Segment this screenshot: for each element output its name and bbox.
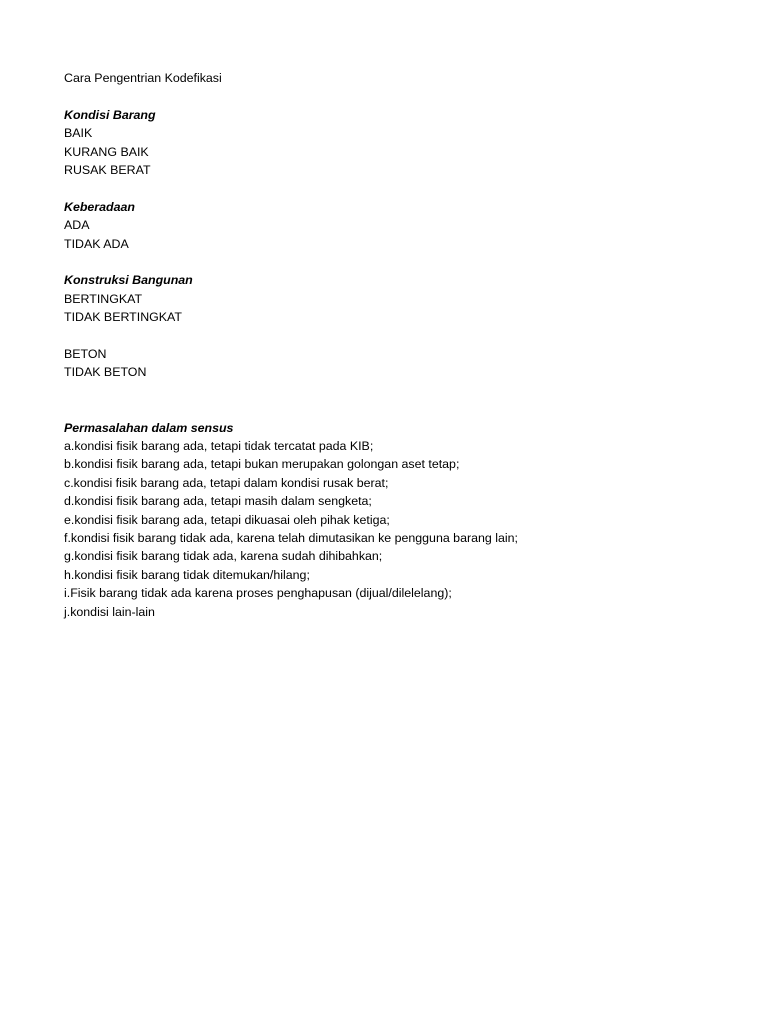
list-item: h.kondisi fisik barang tidak ditemukan/hilang; bbox=[64, 567, 310, 582]
list-item: TIDAK ADA bbox=[64, 236, 129, 251]
list-item: i.Fisik barang tidak ada karena proses penghapusan (dijual/dilelelang); bbox=[64, 586, 452, 601]
list-item: d.kondisi fisik barang ada, tetapi masih dalam sengketa; bbox=[64, 494, 372, 509]
list-item: e.kondisi fisik barang ada, tetapi dikuasai oleh pihak ketiga; bbox=[64, 512, 390, 527]
list-item: f.kondisi fisik barang tidak ada, karena telah dimutasikan ke pengguna barang lain; bbox=[64, 531, 518, 546]
list-item: KURANG BAIK bbox=[64, 144, 149, 159]
section-heading-konstruksi: Konstruksi Bangunan bbox=[64, 273, 193, 288]
list-item: TIDAK BETON bbox=[64, 365, 147, 380]
list-item: RUSAK BERAT bbox=[64, 163, 151, 178]
document-title: Cara Pengentrian Kodefikasi bbox=[64, 71, 222, 85]
spacer bbox=[64, 87, 744, 105]
list-item: BAIK bbox=[64, 126, 93, 141]
document-page bbox=[64, 69, 744, 621]
section-heading-keberadaan: Keberadaan bbox=[64, 199, 135, 214]
section-heading-permasalahan: Permasalahan dalam sensus bbox=[64, 420, 234, 435]
list-item: b.kondisi fisik barang ada, tetapi bukan merupakan golongan aset tetap; bbox=[64, 457, 460, 472]
spacer bbox=[64, 179, 744, 197]
spacer bbox=[64, 382, 744, 400]
list-item: ADA bbox=[64, 218, 90, 233]
list-item: BERTINGKAT bbox=[64, 291, 143, 306]
list-item: BETON bbox=[64, 347, 107, 362]
list-item: j.kondisi lain-lain bbox=[64, 604, 155, 619]
section-heading-kondisi: Kondisi Barang bbox=[64, 107, 156, 122]
spacer bbox=[64, 253, 744, 271]
list-item: a.kondisi fisik barang ada, tetapi tidak tercatat pada KIB; bbox=[64, 439, 374, 454]
list-item: TIDAK BERTINGKAT bbox=[64, 310, 182, 325]
spacer bbox=[64, 400, 744, 418]
list-item: c.kondisi fisik barang ada, tetapi dalam kondisi rusak berat; bbox=[64, 475, 389, 490]
spacer bbox=[64, 327, 744, 345]
list-item: g.kondisi fisik barang tidak ada, karena sudah dihibahkan; bbox=[64, 549, 383, 564]
